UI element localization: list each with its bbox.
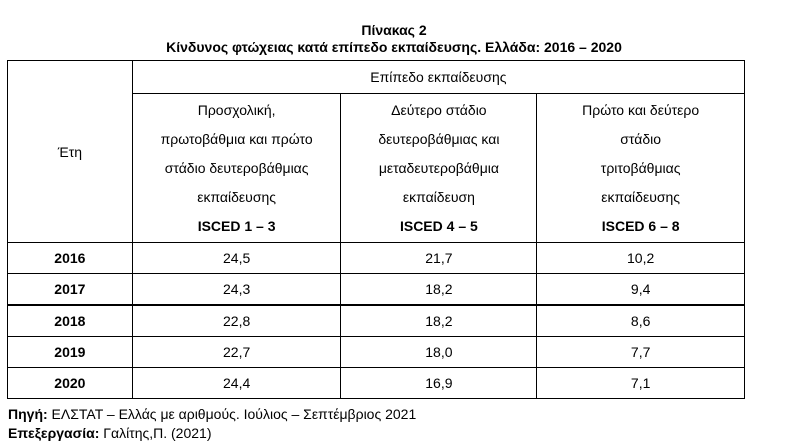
value-cell: 22,8 xyxy=(132,305,341,337)
year-cell: 2017 xyxy=(8,274,133,306)
column-header-line: στάδιο δευτεροβάθμιας xyxy=(164,159,309,176)
value-cell: 22,7 xyxy=(132,337,341,368)
column-header-line: στάδιο xyxy=(620,130,662,147)
source-text: ΕΛΣΤΑΤ – Ελλάς με αριθμούς. Ιούλιος – Σεπτέμβριος 2021 xyxy=(47,406,417,422)
processing-note xyxy=(8,424,212,442)
column-header-line: δευτεροβάθμιας και xyxy=(378,130,500,147)
column-header-code: ISCED 4 – 5 xyxy=(399,217,478,234)
processing-label: Επεξεργασία: xyxy=(8,425,100,441)
table-subtitle: Κίνδυνος φτώχειας κατά επίπεδο εκπαίδευσης. Ελλάδα: 2016 – 2020 xyxy=(166,39,622,55)
column-header-code: ISCED 1 – 3 xyxy=(197,217,276,234)
column-header-line: εκπαίδευσης xyxy=(197,188,277,205)
year-header: Έτη xyxy=(8,61,133,243)
year-cell: 2018 xyxy=(8,305,133,337)
education-level-header: Επίπεδο εκπαίδευσης xyxy=(132,61,744,94)
value-cell: 24,3 xyxy=(132,274,341,306)
table-row xyxy=(8,243,745,274)
poverty-risk-table xyxy=(7,60,745,399)
year-cell: 2019 xyxy=(8,337,133,368)
value-cell: 21,7 xyxy=(341,243,537,274)
year-cell: 2020 xyxy=(8,368,133,399)
value-cell: 18,0 xyxy=(341,337,537,368)
column-header-line: τριτοβάθμιας xyxy=(600,159,681,176)
table-row xyxy=(8,368,745,399)
column-header-code: ISCED 6 – 8 xyxy=(601,217,680,234)
column-header-line: μεταδευτεροβάθμια xyxy=(378,159,499,176)
column-header-line: Προσχολική, xyxy=(197,101,276,118)
value-cell: 9,4 xyxy=(537,274,745,306)
column-header-line: πρωτοβάθμια και πρώτο xyxy=(160,130,313,147)
column-header-line: εκπαίδευση xyxy=(402,188,475,205)
year-cell: 2016 xyxy=(8,243,133,274)
table-row xyxy=(8,337,745,368)
value-cell: 18,2 xyxy=(341,305,537,337)
source-note xyxy=(8,405,416,423)
column-header-isced-4-5 xyxy=(341,94,537,243)
table-row xyxy=(8,274,745,306)
table-title: Πίνακας 2 xyxy=(361,22,427,38)
value-cell: 24,4 xyxy=(132,368,341,399)
column-header-isced-6-8 xyxy=(537,94,745,243)
column-header-line: εκπαίδευσης xyxy=(601,188,681,205)
value-cell: 7,7 xyxy=(537,337,745,368)
source-label: Πηγή: xyxy=(8,406,48,422)
column-header-line: Πρώτο και δεύτερο xyxy=(582,101,700,118)
value-cell: 8,6 xyxy=(537,305,745,337)
value-cell: 16,9 xyxy=(341,368,537,399)
value-cell: 18,2 xyxy=(341,274,537,306)
table-row xyxy=(8,305,745,337)
column-header-isced-1-3 xyxy=(132,94,341,243)
processing-text: Γαλίτης,Π. (2021) xyxy=(99,425,212,441)
column-header-line: Δεύτερο στάδιο xyxy=(391,101,487,118)
value-cell: 7,1 xyxy=(537,368,745,399)
value-cell: 10,2 xyxy=(537,243,745,274)
value-cell: 24,5 xyxy=(132,243,341,274)
